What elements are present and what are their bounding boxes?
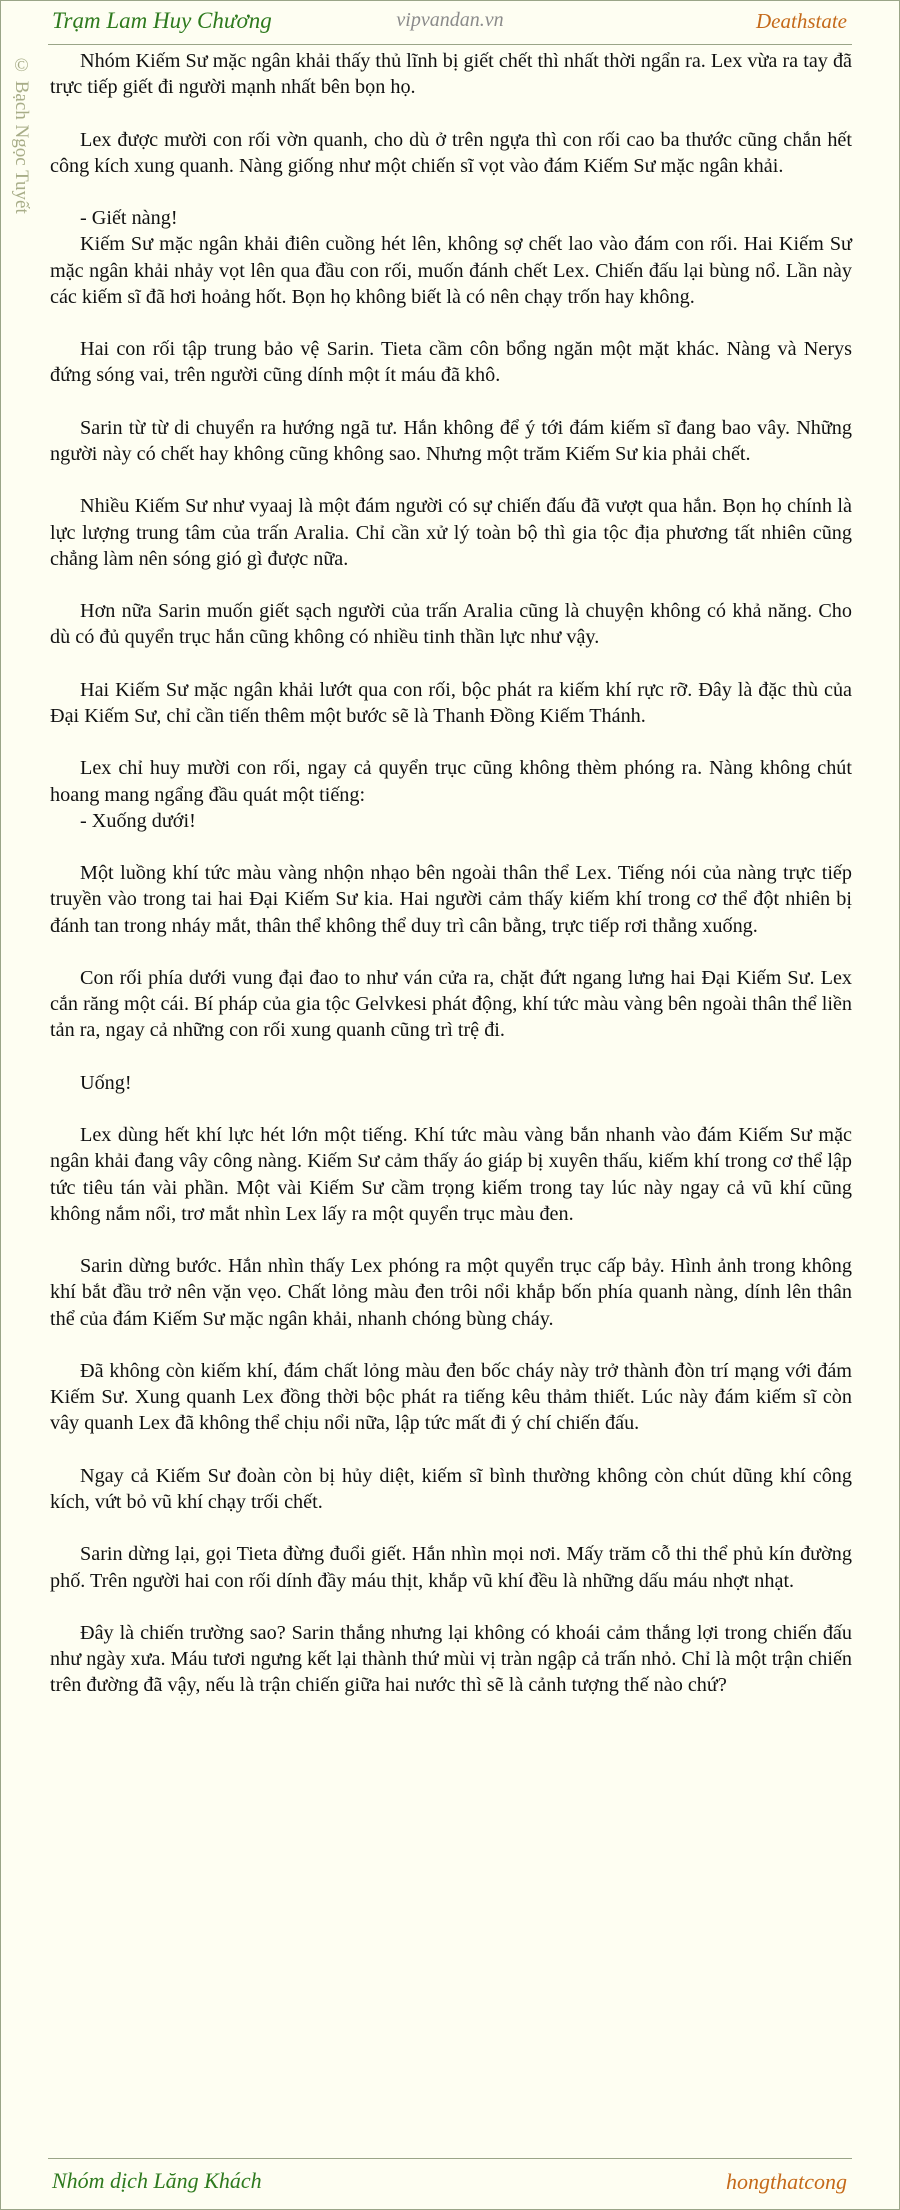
- paragraph: Nhiều Kiếm Sư như vyaaj là một đám người có sự chiến đấu đã vượt qua hắn. Bọn họ chính là lực lượng trung tâm của trấn Aralia. Chỉ cần xử lý toàn bộ thì gia tộc địa phương tất nhiên cũng chẳng làm nên sóng gió gì được nữa.: [50, 495, 852, 570]
- dialogue-line: - Giết nàng!: [80, 207, 178, 230]
- footer-translator: Nhóm dịch Lăng Khách: [52, 2168, 262, 2193]
- paragraph: Uống!: [80, 1071, 132, 1094]
- footer-divider: [48, 2158, 852, 2159]
- footer-editor: hongthatcong: [726, 2169, 847, 2194]
- paragraph: Lex chỉ huy mười con rối, ngay cả quyển trục cũng không thèm phóng ra. Nàng không chút hoang mang ngẩng đầu quát một tiếng:: [50, 757, 852, 806]
- header-author: Deathstate: [756, 9, 847, 33]
- header-site-name: vipvandan.vn: [396, 9, 504, 31]
- watermark-text: © Bạch Ngọc Tuyết: [11, 55, 32, 214]
- paragraph: Đã không còn kiếm khí, đám chất lỏng màu đen bốc cháy này trở thành đòn trí mạng với đám Kiếm Sư. Xung quanh Lex đồng thời bộc phát ra tiếng kêu thảm thiết. Lúc này đám kiếm sĩ còn vây quanh Lex đã không thể chịu nổi nữa, lập tức mất đi ý chí chiến đấu.: [50, 1359, 852, 1435]
- paragraph: Đây là chiến trường sao? Sarin thắng nhưng lại không có khoái cảm thắng lợi trong chiến đấu như ngày xưa. Máu tươi ngưng kết lại thành thứ mùi vị tràn ngập cả trấn nhỏ. Chỉ là một trận chiến trên đường đã vậy, nếu là trận chiến giữa hai nước thì sẽ là cảnh tượng thế nào chứ?: [50, 1621, 852, 1697]
- header-divider: [48, 44, 852, 45]
- paragraph: Hơn nữa Sarin muốn giết sạch người của trấn Aralia cũng là chuyện không có khả năng. Cho dù có đủ quyển trục hắn cũng không có nhiều tinh thần lực như vậy.: [50, 600, 852, 649]
- paragraph: Một luồng khí tức màu vàng nhộn nhạo bên ngoài thân thể Lex. Tiếng nói của nàng trực tiếp truyền vào trong tai hai Đại Kiếm Sư kia. Hai người cảm thấy kiếm khí trong cơ thể đột nhiên bị đánh tan trong nháy mắt, thân thể không thể duy trì cân bằng, trực tiếp rơi thẳng xuống.: [50, 862, 852, 937]
- paragraph: Sarin dừng bước. Hắn nhìn thấy Lex phóng ra một quyển trục cấp bảy. Hình ảnh trong không khí bắt đầu trở nên vặn vẹo. Chất lỏng màu đen trôi nổi khắp bốn phía quanh nàng, dính lên thân thể của đám Kiếm Sư mặc ngân khải, nhanh chóng bùng cháy.: [50, 1255, 852, 1330]
- header-book-title: Trạm Lam Huy Chương: [52, 8, 272, 33]
- paragraph: Sarin dừng lại, gọi Tieta đừng đuổi giết. Hắn nhìn mọi nơi. Mấy trăm cỗ thi thể phủ kín đường phố. Trên người hai con rối dính đầy máu thịt, khắp vũ khí đều là những dấu máu nhợt nhạt.: [50, 1543, 852, 1592]
- chapter-body: [50, 48, 852, 1725]
- paragraph: Con rối phía dưới vung đại đao to như ván cửa ra, chặt đứt ngang lưng hai Đại Kiếm Sư. Lex cắn răng một cái. Bí pháp của gia tộc Gelvkesi phát động, khí tức màu vàng bên ngoài thân thể liền tản ra, ngay cả những con rối xung quanh cũng trì trệ đi.: [50, 966, 852, 1042]
- side-watermark: [10, 55, 38, 255]
- page-header: [0, 0, 900, 46]
- dialogue-line: - Xuống dưới!: [80, 809, 196, 832]
- paragraph: Nhóm Kiếm Sư mặc ngân khải thấy thủ lĩnh bị giết chết thì nhất thời ngẩn ra. Lex vừa ra tay đã trực tiếp giết đi người mạnh nhất bên bọn họ.: [50, 50, 852, 99]
- paragraph: Sarin từ từ di chuyển ra hướng ngã tư. Hắn không để ý tới đám kiếm sĩ đang bao vây. Những người này có chết hay không cũng không sao. Nhưng một trăm Kiếm Sư kia phải chết.: [50, 416, 852, 465]
- paragraph: Lex dùng hết khí lực hét lớn một tiếng. Khí tức màu vàng bắn nhanh vào đám Kiếm Sư mặc ngân khải đang vây công nàng. Kiếm Sư cảm thấy áo giáp bị xuyên thấu, kiếm khí trong cơ thể lập tức tiêu tán vài phần. Một vài Kiếm Sư cầm trọng kiếm trong tay lúc này ngay cả vũ khí cũng không nắm nổi, trơ mắt nhìn Lex lấy ra một quyển trục màu đen.: [50, 1124, 852, 1225]
- paragraph: Ngay cả Kiếm Sư đoàn còn bị hủy diệt, kiếm sĩ bình thường không còn chút dũng khí công kích, vứt bỏ vũ khí chạy trối chết.: [50, 1464, 852, 1513]
- paragraph: Kiếm Sư mặc ngân khải điên cuồng hét lên, không sợ chết lao vào đám con rối. Hai Kiếm Sư mặc ngân khải nhảy vọt lên qua đầu con rối, muốn đánh chết Lex. Chiến đấu lại bùng nổ. Lần này các kiếm sĩ đã hơi hoảng hốt. Bọn họ không biết là có nên chạy trốn hay không.: [50, 233, 852, 308]
- paragraph: Lex được mười con rối vờn quanh, cho dù ở trên ngựa thì con rối cao ba thước cũng chắn hết công kích xung quanh. Nàng giống như một chiến sĩ vọt vào đám Kiếm Sư mặc ngân khải.: [50, 128, 852, 177]
- paragraph: Hai con rối tập trung bảo vệ Sarin. Tieta cầm côn bổng ngăn một mặt khác. Nàng và Nerys đứng sóng vai, trên người cũng dính một ít máu đã khô.: [50, 338, 852, 387]
- paragraph: Hai Kiếm Sư mặc ngân khải lướt qua con rối, bộc phát ra kiếm khí rực rỡ. Đây là đặc thù của Đại Kiếm Sư, chỉ cần tiến thêm một bước sẽ là Thanh Đồng Kiếm Thánh.: [50, 678, 852, 727]
